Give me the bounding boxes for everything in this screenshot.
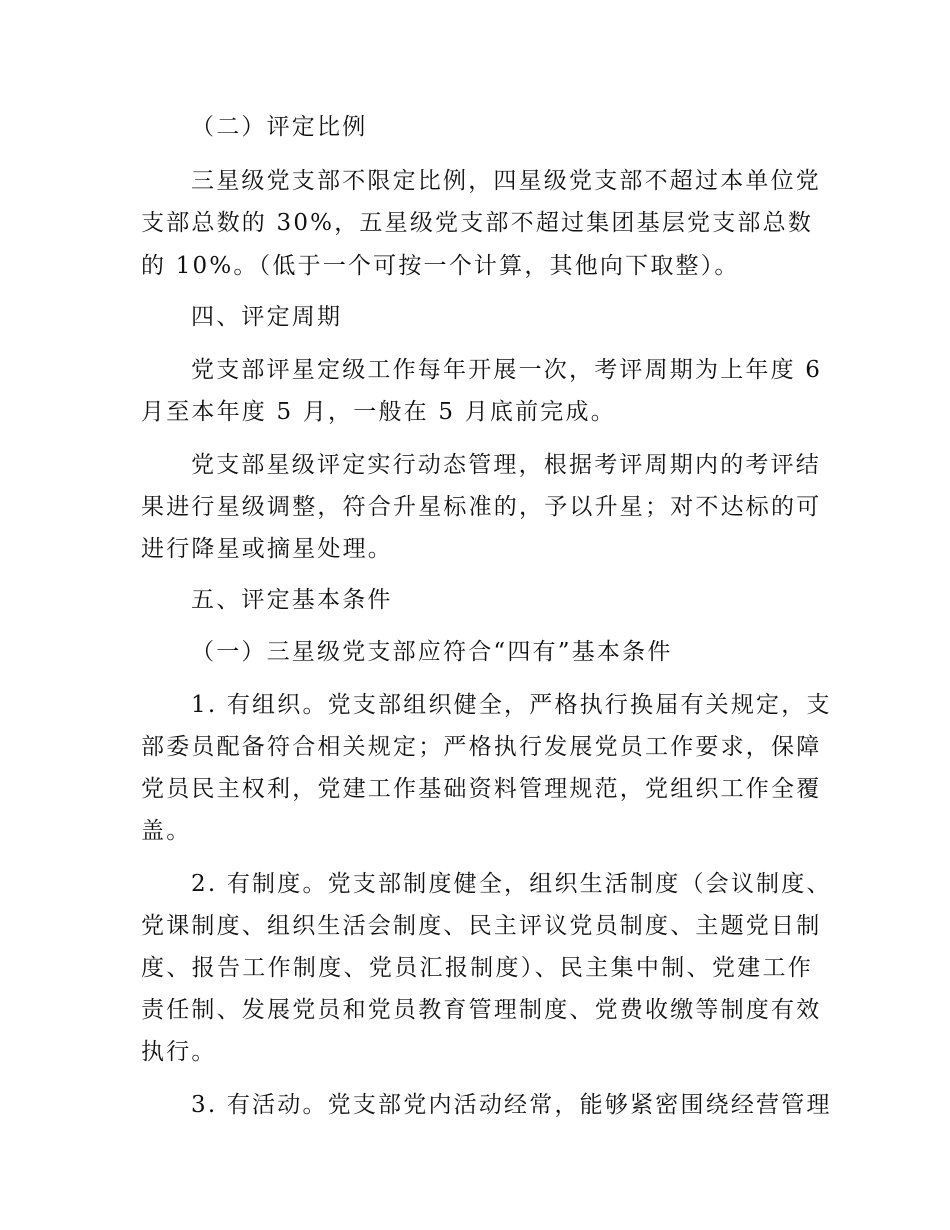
paragraph-line: 2. 有制度。党支部制度健全，组织生活制度（会议制度、 [191,871,832,897]
paragraph-line: 部委员配备符合相关规定；严格执行发展党员工作要求，保障 [141,734,822,760]
paragraph-line: 三星级党支部不限定比例，四星级党支部不超过本单位党 [191,168,821,194]
paragraph-line: 支部总数的 30%，五星级党支部不超过集团基层党支部总数 [141,210,814,236]
section-heading-basic-conditions: 五、评定基本条件 [191,587,393,613]
section-heading-evaluation-period: 四、评定周期 [191,304,343,330]
paragraph-line: 果进行星级调整，符合升星标准的，予以升星；对不达标的可 [141,494,822,520]
paragraph-line: 党支部评星定级工作每年开展一次，考评周期为上年度 6 [191,357,823,383]
paragraph-line: 1. 有组织。党支部组织健全，严格执行换届有关规定，支 [191,692,832,718]
paragraph-line: 执行。 [141,1039,217,1065]
paragraph-line: 党课制度、组织生活会制度、民主评议党员制度、主题党日制 [141,913,822,939]
paragraph-line: 度、报告工作制度、党员汇报制度）、民主集中制、党建工作 [141,955,813,981]
paragraph-line: 党支部星级评定实行动态管理，根据考评周期内的考评结 [191,452,821,478]
subsection-heading-three-star: （一）三星级党支部应符合“四有”基本条件 [191,639,673,665]
paragraph-line: 的 10%。（低于一个可按一个计算，其他向下取整）。 [141,253,740,279]
section-heading-evaluation-ratio: （二）评定比例 [191,114,368,140]
paragraph-line: 盖。 [141,818,192,844]
paragraph-line: 责任制、发展党员和党员教育管理制度、党费收缴等制度有效 [141,997,822,1023]
paragraph-line: 月至本年度 5 月，一般在 5 月底前完成。 [141,399,616,425]
paragraph-line: 3. 有活动。党支部党内活动经常，能够紧密围绕经营管理 [191,1092,832,1118]
paragraph-line: 党员民主权利，党建工作基础资料管理规范，党组织工作全覆 [141,776,822,802]
paragraph-line: 进行降星或摘星处理。 [141,536,393,562]
